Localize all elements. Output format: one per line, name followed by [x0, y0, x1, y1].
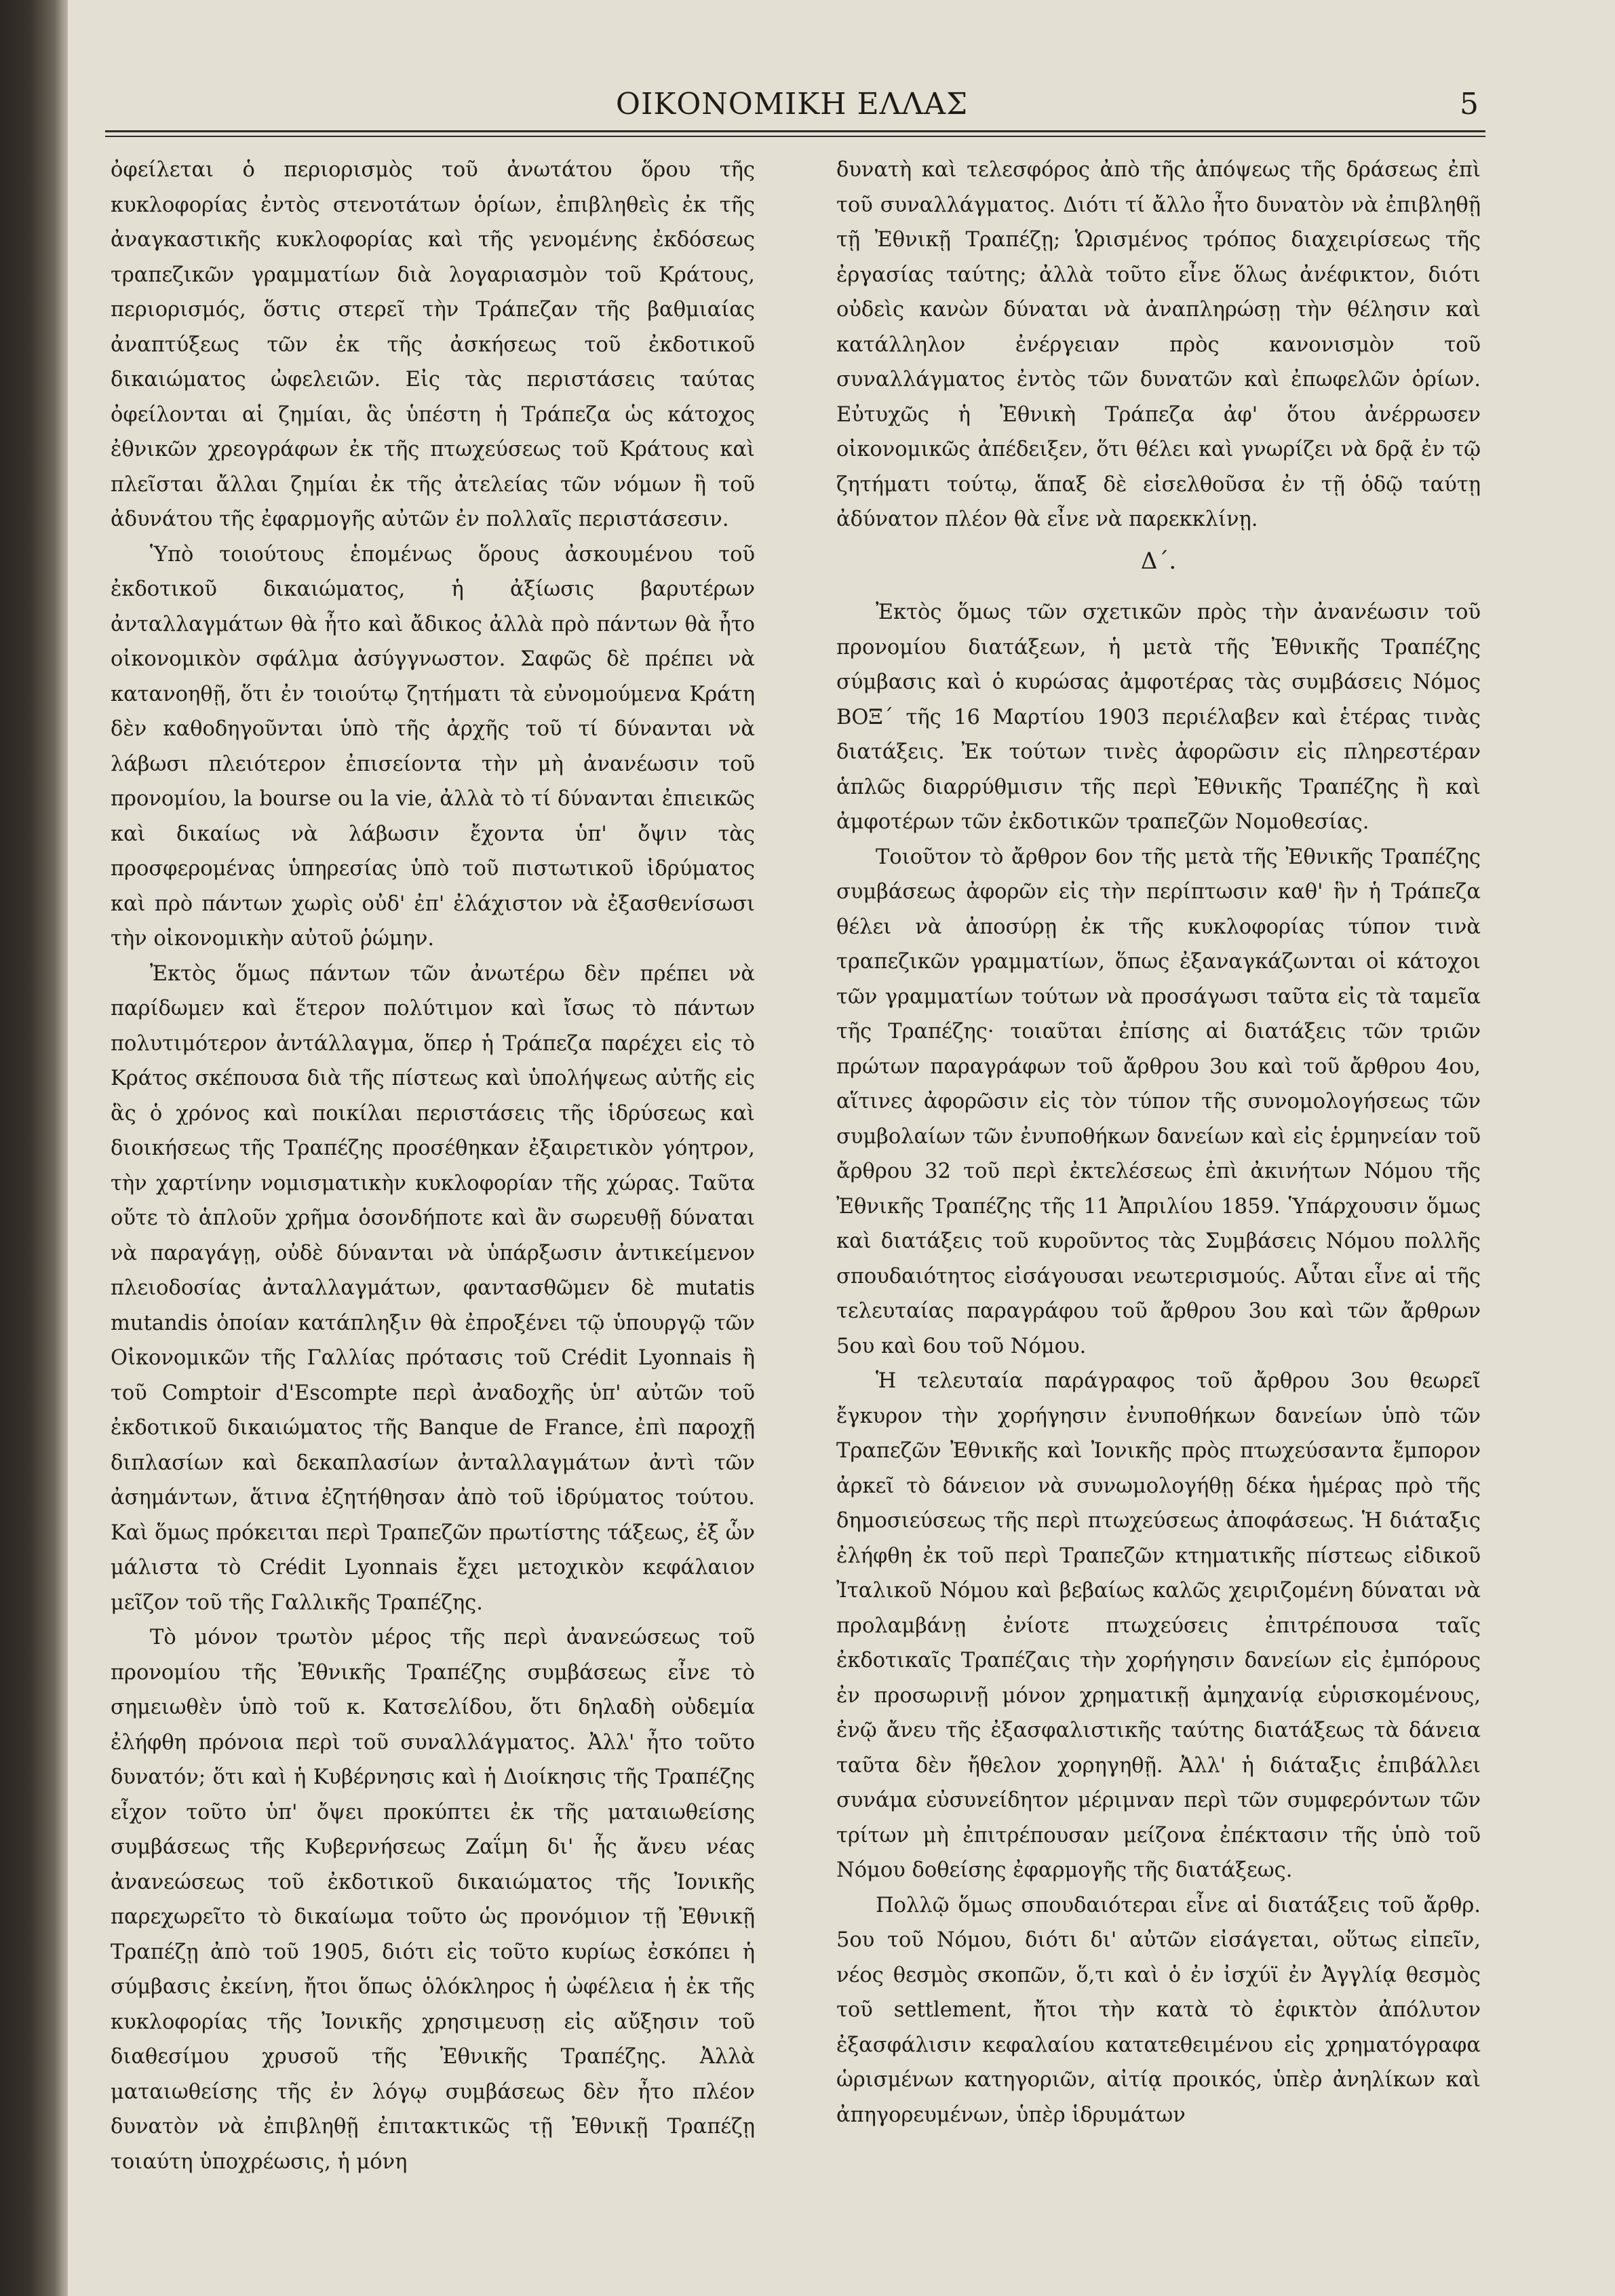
paragraph: Ὑπὸ τοιούτους ἑπομένως ὅρους ἀσκουμένου τοῦ ἐκδοτικοῦ δικαιώματος, ἡ ἀξίωσις βαρυτέρων ἀνταλλαγμάτων θὰ ἦτο καὶ ἄδικος ἀλλὰ πρὸ πάντων θὰ ἦτο οἰκονομικὸν σφάλμα ἀσύγγνωστον. Σαφῶς δὲ πρέπει νὰ κατανοηθῇ, ὅτι ἐν τοιούτῳ ζητήματι τὰ εὐνομούμενα Κράτη δὲν καθοδηγοῦνται ὑπὸ τῆς ἀρχῆς τοῦ τί δύνανται νὰ λάβωσι πλειότερον ἐπισείοντα τὴν μὴ ἀνανέωσιν τοῦ προνομίου, la bourse ou la vie, ἀλλὰ τὸ τί δύνανται ἐπιεικῶς καὶ δικαίως νὰ λάβωσιν ἔχοντα ὑπ' ὄψιν τὰς προσφερομένας ὑπηρεσίας ὑπὸ τοῦ πιστωτικοῦ ἱδρύματος καὶ πρὸ πάντων χωρὶς οὐδ' ἐπ' ἐλάχιστον νὰ ἐξασθενίσωσι τὴν οἰκονομικὴν αὐτοῦ ῥώμην. [111, 542, 755, 951]
header-rule-thin [105, 136, 1485, 137]
section-heading: Δ΄. [1140, 547, 1177, 575]
page-number: 5 [1460, 87, 1479, 121]
paragraph: Τὸ μόνον τρωτὸν μέρος τῆς περὶ ἀνανεώσεως τοῦ προνομίου τῆς Ἐθνικῆς Τραπέζης συμβάσεως εἶνε τὸ σημειωθὲν ὑπὸ τοῦ κ. Κατσελίδου, ὅτι δηλαδὴ οὐδεμία ἐλήφθη πρόνοια περὶ τοῦ συναλλάγματος. Ἀλλ' ἦτο τοῦτο δυνατόν; ὅτι καὶ ἡ Κυβέρνησις καὶ ἡ Διοίκησις τῆς Τραπέζης εἶχον τοῦτο ὑπ' ὄψει προκύπτει ἐκ τῆς ματαιωθείσης συμβάσεως τῆς Κυβερνήσεως Ζαΐμη δι' ἧς ἄνευ νέας ἀνανεώσεως τοῦ ἐκδοτικοῦ δικαιώματος τῆς Ἰονικῆς παρεχωρεῖτο τὸ δικαίωμα τοῦτο ὡς προνόμιον τῇ Ἐθνικῇ Τραπέζῃ ἀπὸ τοῦ 1905, διότι εἰς τοῦτο κυρίως ἐσκόπει ἡ σύμβασις ἐκείνη, ἤτοι ὅπως ὁλόκληρος ἡ ὠφέλεια ἡ ἐκ τῆς κυκλοφορίας τῆς Ἰονικῆς χρησιμευσῃ εἰς αὔξησιν τοῦ διαθεσίμου χρυσοῦ τῆς Ἐθνικῆς Τραπέζης. Ἀλλὰ ματαιωθείσης τῆς ἐν λόγῳ συμβάσεως δὲν ἦτο πλέον δυνατὸν νὰ ἐπιβληθῇ ἐπιτακτικῶς τῇ Ἐθνικῇ Τραπέζῃ τοιαύτη ὑποχρέωσις, ἡ μόνη [111, 1626, 755, 2174]
paragraph: Ἡ τελευταία παράγραφος τοῦ ἄρθρου 3ου θεωρεῖ ἔγκυρον τὴν χορήγησιν ἐνυποθήκων δανείων ὑπὸ τῶν Τραπεζῶν Ἐθνικῆς καὶ Ἰονικῆς πρὸς πτωχεύσαντα ἔμπορον ἀρκεῖ τὸ δάνειον νὰ συνωμολογήθῃ δέκα ἡμέρας πρὸ τῆς δημοσιεύσεως τῆς περὶ πτωχεύσεως ἀποφάσεως. Ἡ διάταξις ἐλήφθη ἐκ τοῦ περὶ Τραπεζῶν κτηματικῆς πίστεως εἰδικοῦ Ἰταλικοῦ Νόμου καὶ βεβαίως καλῶς χειριζομένη δύναται νὰ προλαμβάνῃ ἐνίοτε πτωχεύσεις ἐπιτρέπουσα ταῖς ἐκδοτικαῖς Τραπέζαις τὴν χορήγησιν δανείων εἰς ἐμπόρους ἐν προσωρινῇ μόνον χρηματικῇ ἀμηχανίᾳ εὑρισκομένους, ἐνῷ ἄνευ τῆς ἐξασφαλιστικῆς ταύτης διατάξεως τὰ δάνεια ταῦτα δὲν ἤθελον χορηγηθῇ. Ἀλλ' ἡ διάταξις ἐπιβάλλει συνάμα εὐσυνείδητον μέριμναν περὶ τῶν συμφερόντων τῶν τρίτων μὴ ἐπιτρέπουσαν μείζονα ἐπέκτασιν τῆς ὑπὸ τοῦ Νόμου δοθείσης ἐφαρμογῆς τῆς διατάξεως. [836, 1369, 1481, 1882]
journal-title: ΟΙΚΟΝΟΜΙΚΗ ΕΛΛΑΣ [615, 87, 969, 121]
right-column [836, 153, 1481, 2132]
paragraph: Πολλῷ ὅμως σπουδαιότεραι εἶνε αἱ διατάξεις τοῦ ἄρθρ. 5ου τοῦ Νόμου, διότι δι' αὐτῶν εἰσάγεται, οὕτως εἰπεῖν, νέος θεσμὸς σκοπῶν, ὅ,τι καὶ ὁ ἐν ἰσχύϊ ἐν Ἀγγλίᾳ θεσμὸς τοῦ settlement, ἤτοι τὴν κατὰ τὸ ἐφικτὸν ἀπόλυτον ἐξασφάλισιν κεφαλαίου κατατεθειμένου εἰς χρηματόγραφα ὡρισμένων κατηγοριῶν, αἰτίᾳ προικός, ὑπὲρ ἀνηλίκων καὶ ἀπηγορευμένων, ὑπὲρ ἱδρυμάτων [836, 1893, 1481, 2127]
paragraph: Ἐκτὸς ὅμως τῶν σχετικῶν πρὸς τὴν ἀνανέωσιν τοῦ προνομίου διατάξεων, ἡ μετὰ τῆς Ἐθνικῆς Τραπέζης σύμβασις καὶ ὁ κυρώσας ἀμφοτέρας τὰς συμβάσεις Νόμος ΒΟΞ΄ τῆς 16 Μαρτίου 1903 περιέλαβεν καὶ ἑτέρας τινὰς διατάξεις. Ἐκ τούτων τινὲς ἀφορῶσιν εἰς πληρεστέραν ἁπλῶς διαρρύθμισιν τῆς περὶ Ἐθνικῆς Τραπέζης ἢ καὶ ἀμφοτέρων τῶν ἐκδοτικῶν τραπεζῶν Νομοθεσίας. [836, 600, 1481, 834]
paragraph: Ἐκτὸς ὅμως πάντων τῶν ἀνωτέρω δὲν πρέπει νὰ παρίδωμεν καὶ ἕτερον πολύτιμον καὶ ἴσως τὸ πάντων πολυτιμότερον ἀντάλλαγμα, ὅπερ ἡ Τράπεζα παρέχει εἰς τὸ Κράτος σκέπουσα διὰ τῆς πίστεως καὶ ὑπολήψεως αὐτῆς εἰς ἃς ὁ χρόνος καὶ ποικίλαι περιστάσεις τῆς ἱδρύσεως καὶ διοικήσεως τῆς Τραπέζης προσέθηκαν ἐξαιρετικὸν γόητρον, τὴν χαρτίνην νομισματικὴν κυκλοφορίαν τῆς χώρας. Ταῦτα οὔτε τὸ ἁπλοῦν χρῆμα ὁσονδήποτε καὶ ἂν σωρευθῇ δύναται νὰ παραγάγῃ, οὐδὲ δύνανται νὰ ὑπάρξωσιν ἀντικείμενον πλειοδοσίας ἀνταλλαγμάτων, φαντασθῶμεν δὲ mutatis mutandis ὁποίαν κατάπληξιν θὰ ἐπροξένει τῷ ὑπουργῷ τῶν Οἰκονομικῶν τῆς Γαλλίας πρότασις τοῦ Crédit Lyonnais ἢ τοῦ Comptoir d'Escompte περὶ ἀναδοχῆς ὑπ' αὐτῶν τοῦ ἐκδοτικοῦ δικαιώματος τῆς Banque de France, ἐπὶ παροχῇ διπλασίων καὶ δεκαπλασίων ἀνταλλαγμάτων ἀντὶ τῶν ἀσημάντων, ἅτινα ἐζητήθησαν ἀπὸ τοῦ ἱδρύματος τούτου. Καὶ ὅμως πρόκειται περὶ Τραπεζῶν πρωτίστης τάξεως, ἐξ ὧν μάλιστα τὸ Crédit Lyonnais ἔχει μετοχικὸν κεφάλαιον μεῖζον τοῦ τῆς Γαλλικῆς Τραπέζης. [111, 961, 755, 1615]
running-header [105, 80, 1479, 128]
paragraph: δυνατὴ καὶ τελεσφόρος ἀπὸ τῆς ἀπόψεως τῆς δράσεως ἐπὶ τοῦ συναλλάγματος. Διότι τί ἄλλο ἦτο δυνατὸν νὰ ἐπιβληθῇ τῇ Ἐθνικῇ Τραπέζῃ; Ὡρισμένος τρόπος διαχειρίσεως τῆς ἐργασίας ταύτης; ἀλλὰ τοῦτο εἶνε ὅλως ἀνέφικτον, διότι οὐδεὶς κανὼν δύναται νὰ ἀναπληρώσῃ τὴν θέλησιν καὶ κατάλληλον ἐνέργειαν πρὸς κανονισμὸν τοῦ συναλλάγματος ἐντὸς τῶν δυνατῶν καὶ ἐπωφελῶν ὁρίων. Εὐτυχῶς ἡ Ἐθνικὴ Τράπεζα ἀφ' ὅτου ἀνέρρωσεν οἰκονομικῶς ἀπέδειξεν, ὅτι θέλει καὶ γνωρίζει νὰ δρᾷ ἐν τῷ ζητήματι τούτῳ, ἅπαξ δὲ εἰσελθοῦσα ἐν τῇ ὁδῷ ταύτῃ ἀδύνατον πλέον θὰ εἶνε νὰ παρεκκλίνῃ. [836, 158, 1481, 531]
paragraph: Τοιοῦτον τὸ ἄρθρον 6ον τῆς μετὰ τῆς Ἐθνικῆς Τραπέζης συμβάσεως ἀφορῶν εἰς τὴν περίπτωσιν καθ' ἣν ἡ Τράπεζα θέλει νὰ ἀποσύρῃ ἐκ τῆς κυκλοφορίας τύπον τινὰ τραπεζικῶν γραμματίων, ὅπως ἐξαναγκάζωνται οἱ κάτοχοι τῶν γραμματίων τούτων νὰ προσάγωσι ταῦτα εἰς τὰ ταμεῖα τῆς Τραπέζης· τοιαῦται ἐπίσης αἱ διατάξεις τῶν τριῶν πρώτων παραγράφων τοῦ ἄρθρου 3ου καὶ τοῦ ἄρθρου 4ου, αἵτινες ἀφορῶσιν εἰς τὸν τύπον τῆς συνομολογήσεως τῶν συμβολαίων τῶν ἐνυποθήκων δανείων καὶ εἰς ἑρμηνείαν τοῦ ἄρθρου 32 τοῦ περὶ ἐκτελέσεως ἐπὶ ἀκινήτων Νόμου τῆς Ἐθνικῆς Τραπέζης τῆς 11 Ἀπριλίου 1859. Ὑπάρχουσιν ὅμως καὶ διατάξεις τοῦ κυροῦντος τὰς Συμβάσεις Νόμου πολλῆς σπουδαιότητος εἰσάγουσαι νεωτερισμούς. Αὗται εἶνε αἱ τῆς τελευταίας παραγράφου τοῦ ἄρθρου 3ου καὶ τῶν ἄρθρων 5ου καὶ 6ου τοῦ Νόμου. [836, 845, 1481, 1358]
left-column [111, 153, 755, 2179]
header-rule [105, 130, 1485, 132]
book-binding-shadow [0, 0, 68, 2296]
paragraph: ὀφείλεται ὁ περιορισμὸς τοῦ ἀνωτάτου ὅρου τῆς κυκλοφορίας ἐντὸς στενοτάτων ὁρίων, ἐπιβληθεὶς ἐκ τῆς ἀναγκαστικῆς κυκλοφορίας καὶ τῆς γενομένης ἐκδόσεως τραπεζικῶν γραμματίων διὰ λογαριασμὸν τοῦ Κράτους, περιορισμός, ὅστις στερεῖ τὴν Τράπεζαν τῆς βαθμιαίας ἀναπτύξεως τῶν ἐκ τῆς ἀσκήσεως τοῦ ἐκδοτικοῦ δικαιώματος ὠφελειῶν. Εἰς τὰς περιστάσεις ταύτας ὀφείλονται αἱ ζημίαι, ἃς ὑπέστη ἡ Τράπεζα ὡς κάτοχος ἐθνικῶν χρεογράφων ἐκ τῆς πτωχεύσεως τοῦ Κράτους καὶ πλεῖσται ἄλλαι ζημίαι ἐκ τῆς ἀτελείας τῶν νόμων ἢ τοῦ ἀδυνάτου τῆς ἐφαρμογῆς αὐτῶν ἐν πολλαῖς περιστάσεσιν. [111, 158, 755, 531]
